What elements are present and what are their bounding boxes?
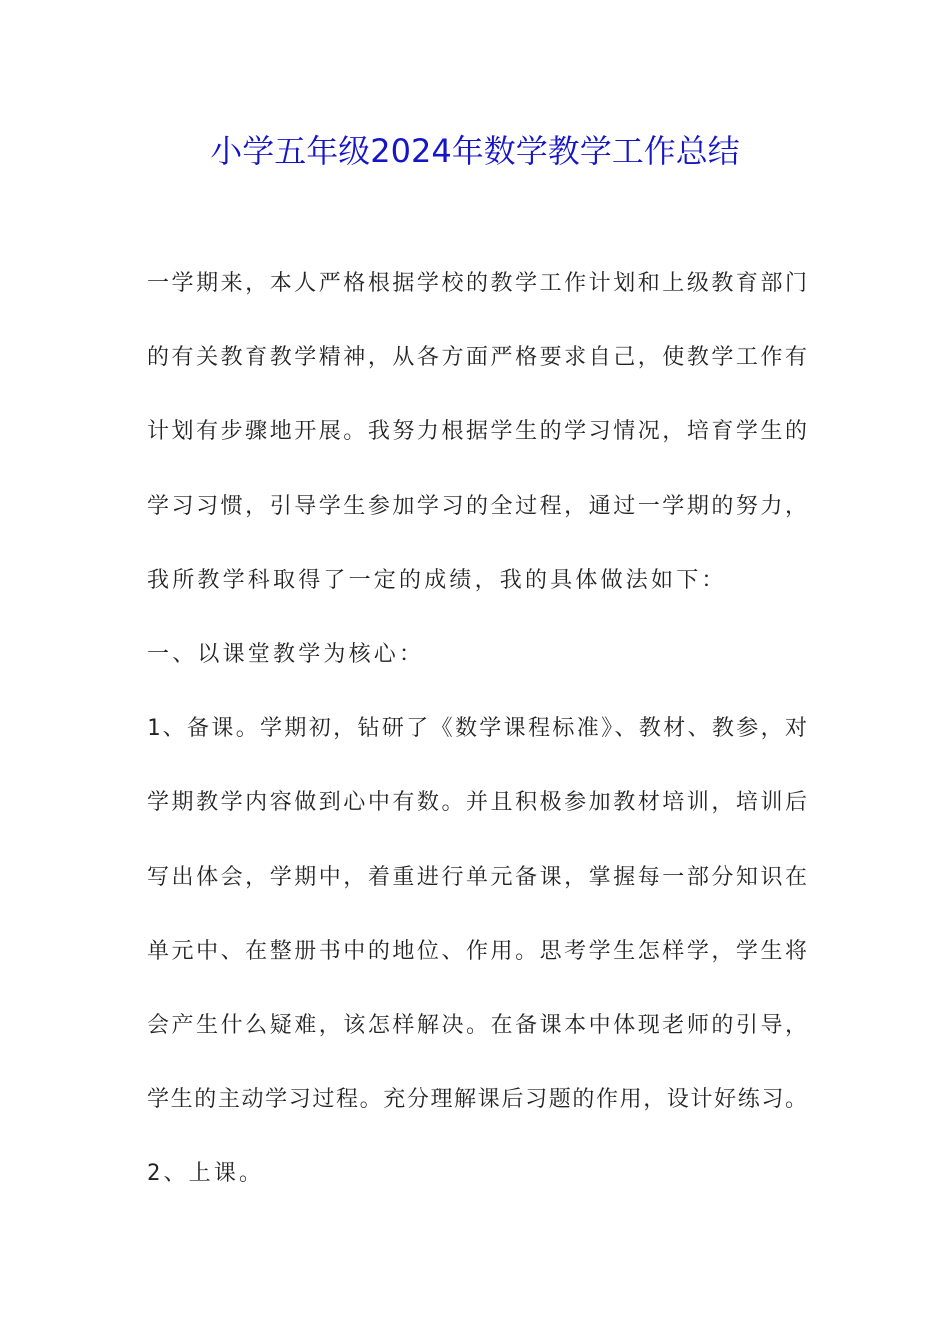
paragraph-line: 单元中、在整册书中的地位、作用。思考学生怎样学，学生将 xyxy=(147,938,807,964)
paragraph-line: 写出体会，学期中，着重进行单元备课，掌握每一部分知识在 xyxy=(147,864,807,890)
section-heading: 一、以课堂教学为核心： xyxy=(147,641,425,667)
paragraph-line: 学生的主动学习过程。充分理解课后习题的作用，设计好练习。 xyxy=(147,1087,807,1113)
paragraph-line: 我所教学科取得了一定的成绩，我的具体做法如下： xyxy=(147,567,727,593)
paragraph-line: 学期教学内容做到心中有数。并且积极参加教材培训，培训后 xyxy=(147,790,807,816)
paragraph-line: 学习习惯，引导学生参加学习的全过程，通过一学期的努力， xyxy=(147,493,807,519)
paragraph-line: 1、备课。学期初，钻研了《数学课程标准》、教材、教参，对 xyxy=(147,716,807,742)
paragraph-line: 计划有步骤地开展。我努力根据学生的学习情况，培育学生的 xyxy=(147,419,807,445)
paragraph-line: 的有关教育教学精神，从各方面严格要求自己，使教学工作有 xyxy=(147,345,807,371)
document-body xyxy=(147,262,807,1226)
paragraph-line: 会产生什么疑难，该怎样解决。在备课本中体现老师的引导， xyxy=(147,1012,807,1038)
document-title: 小学五年级2024年数学教学工作总结 xyxy=(210,132,740,170)
paragraph-line: 一学期来，本人严格根据学校的教学工作计划和上级教育部门 xyxy=(147,271,807,296)
subsection-heading: 2、上课。 xyxy=(147,1161,265,1187)
